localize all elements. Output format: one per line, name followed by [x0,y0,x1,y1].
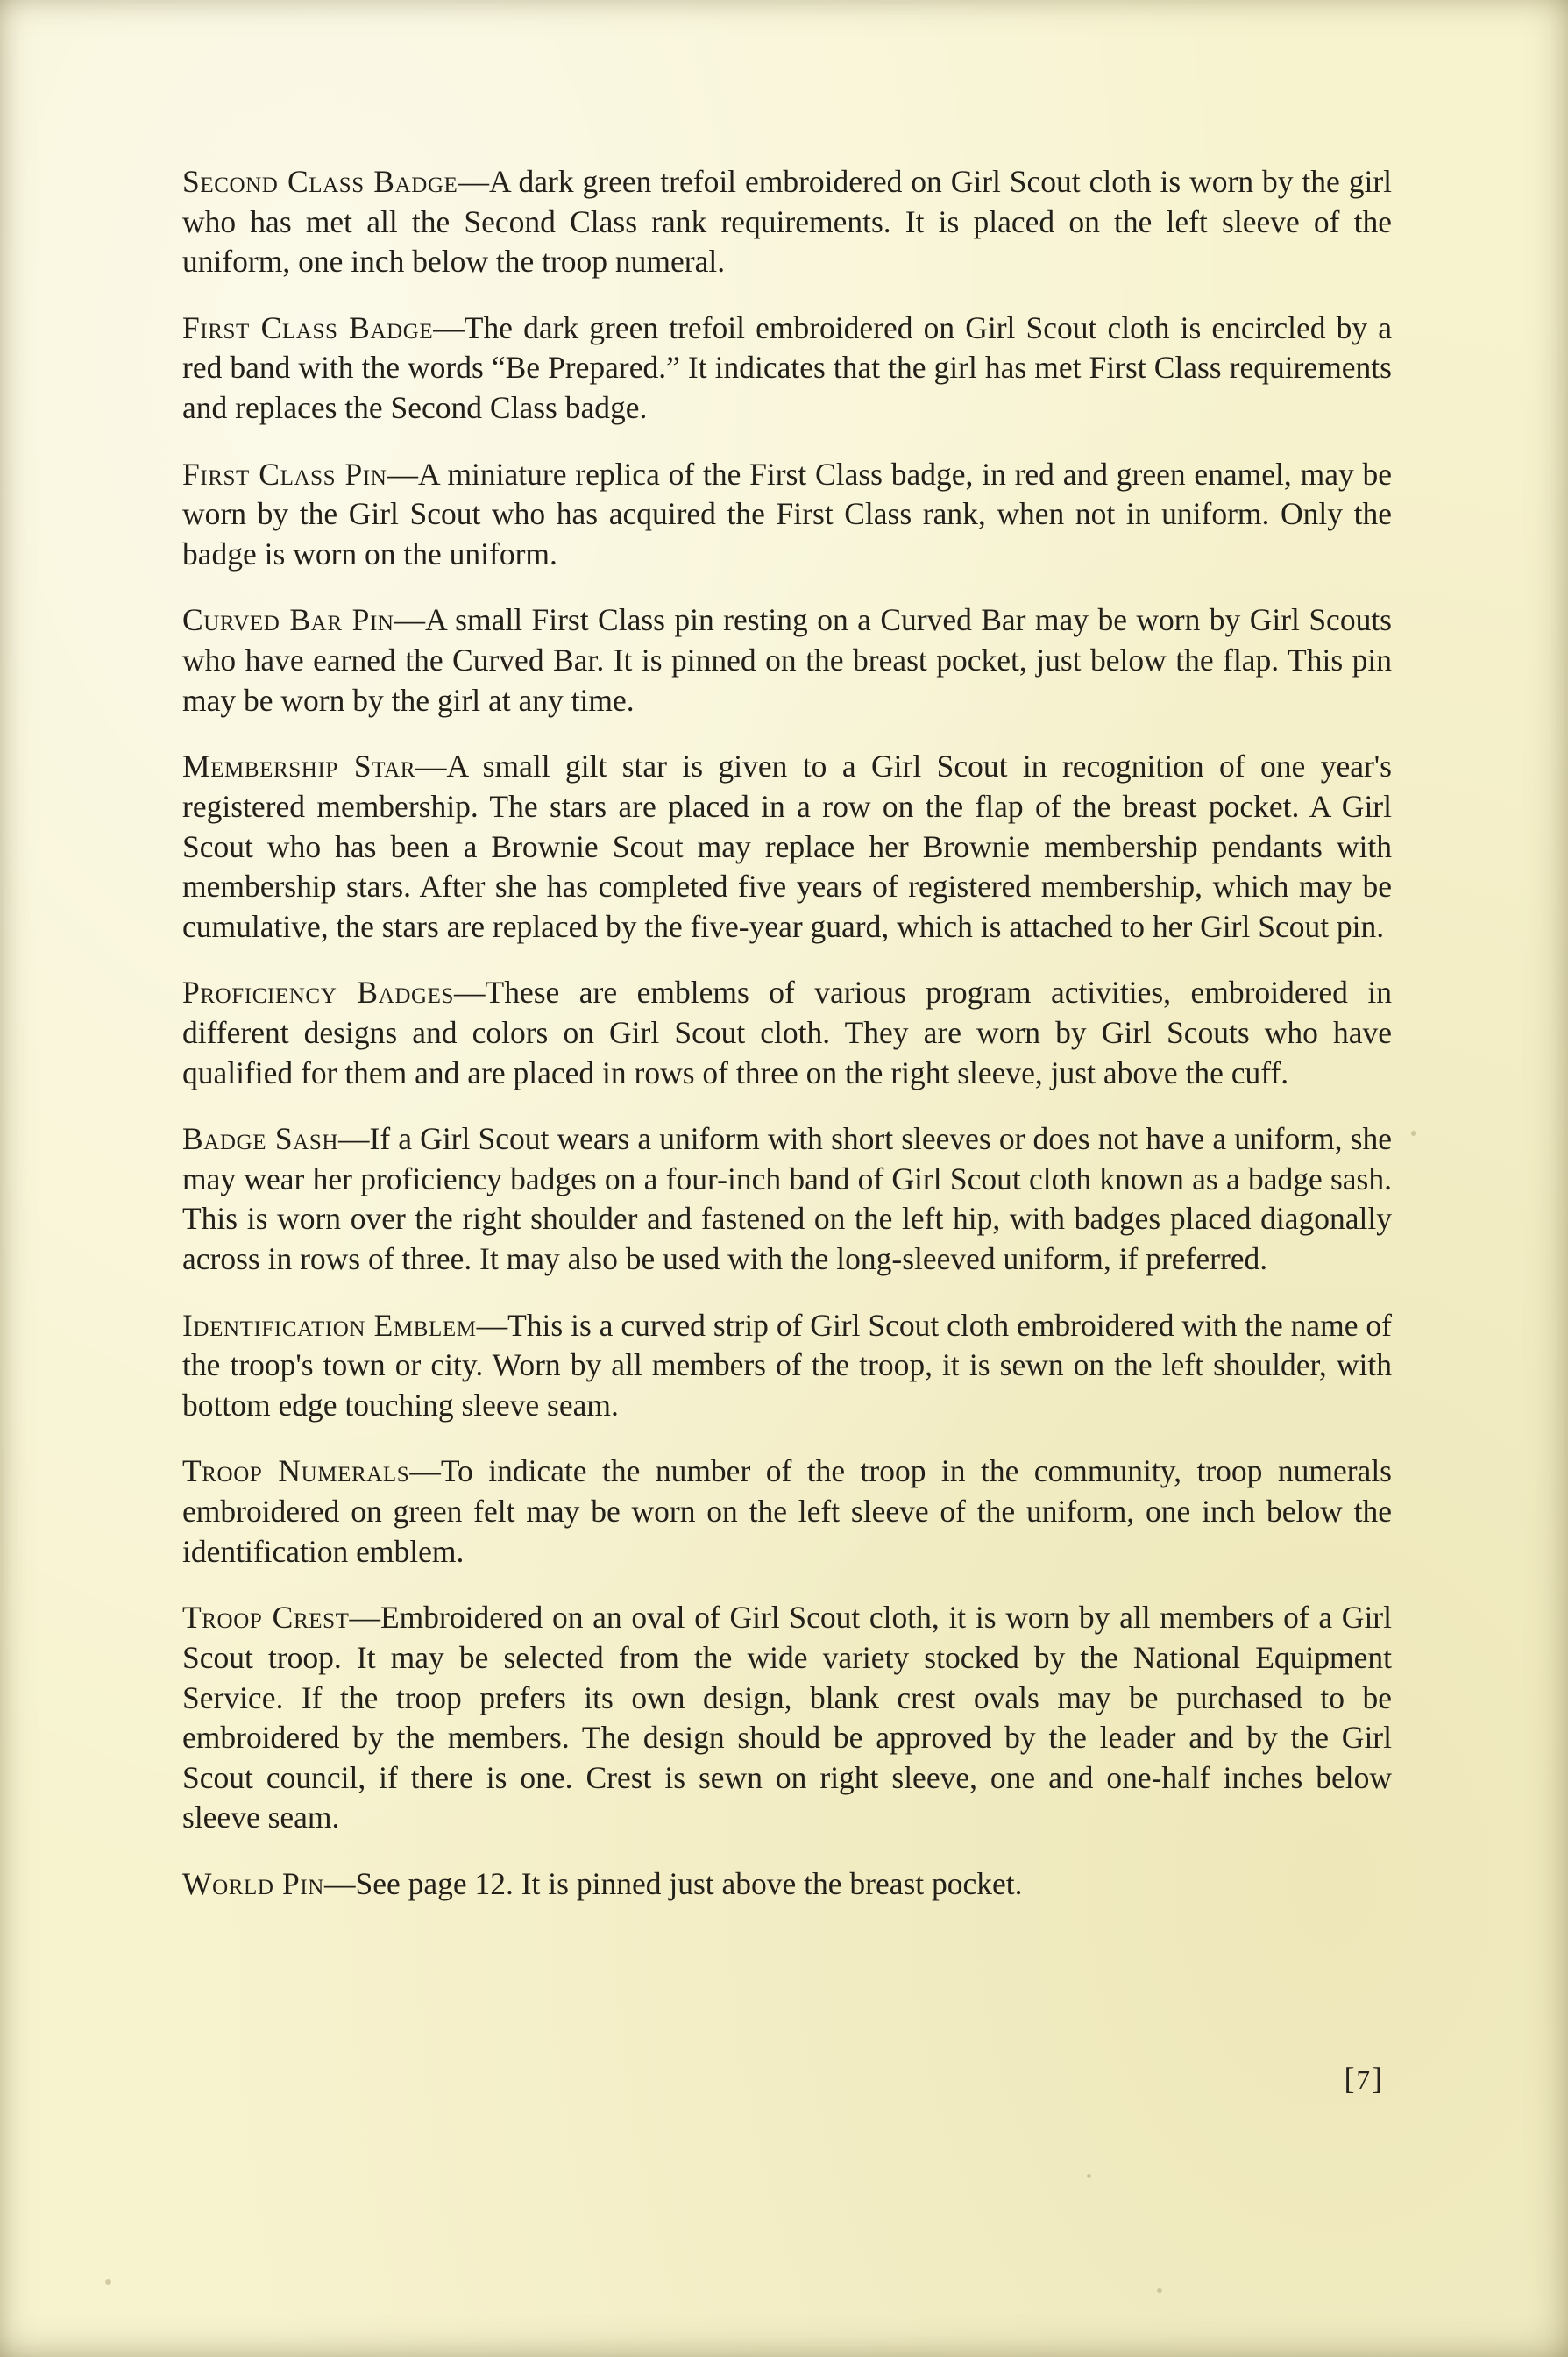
paper-speck [1157,2288,1162,2293]
paragraph-body: —A dark green trefoil embroidered on Girl Scout cloth is worn by the girl who has met all the Second Class rank requirements. It is placed on the left sleeve of the uniform, one inch below the troop numeral. [182,164,1393,280]
paragraph-body: —A small First Class pin resting on a Curved Bar may be worn by Girl Scouts who have earned the Curved Bar. It is pinned on the breast pocket, just below the flap. This pin may be worn by the girl at any time. [182,602,1392,718]
paragraph-body: —To indicate the number of the troop in the community, troop numerals embroidered on green felt may be worn on the left sleeve of the uniform, one inch below the identification emblem. [182,1453,1392,1569]
body-text [182,162,1392,1905]
paragraph-lead-in: Membership Star [182,749,416,784]
paragraph-lead-in: Troop Numerals [182,1453,410,1489]
paragraph-lead-in: Proficiency Badges [182,975,455,1011]
paragraph-lead-in: Badge Sash [182,1121,339,1157]
paragraph-lead-in: Second Class Badge [182,164,458,199]
paragraph-first-class-badge [182,309,1392,429]
paragraph-body: —A small gilt star is given to a Girl Scout in recognition of one year's registered membership. The stars are placed in a row on the flap of the breast pocket. A Girl Scout who has been a Brownie Scout may replace her Brownie membership pendants with membership stars. After she has completed five years of registered membership, which may be cumulative, the stars are replaced by the five-year guard, which is attached to her Girl Scout pin. [182,749,1393,944]
paragraph-body: —A miniature replica of the First Class badge, in red and green enamel, may be worn by the Girl Scout who has acquired the First Class rank, when not in uniform. Only the badge is worn on the uniform. [182,456,1392,572]
paragraph-proficiency-badges [182,973,1392,1093]
paragraph-troop-crest [182,1598,1392,1838]
paragraph-membership-star [182,747,1392,947]
paper-speck [1087,2174,1091,2178]
folio-bracket-left: [ [1344,2061,1357,2096]
paragraph-body: —These are emblems of various program activities, embroidered in different designs and colors on Girl Scout cloth. They are worn by Girl Scouts who have qualified for them and are placed in rows of three on the right sleeve, just above the cuff. [182,975,1392,1090]
paragraph-first-class-pin [182,455,1392,575]
folio-bracket-right: ] [1372,2061,1384,2096]
paragraph-badge-sash [182,1119,1392,1279]
paragraph-second-class-badge [182,162,1392,282]
paragraph-curved-bar-pin [182,600,1392,721]
paragraph-lead-in: Troop Crest [182,1600,350,1636]
paragraph-body: —The dark green trefoil embroidered on Girl Scout cloth is encircled by a red band with the words “Be Prepared.” It indicates that the girl has met First Class requirements and replaces the Second Class badge. [182,309,1392,426]
paragraph-identification-emblem [182,1306,1392,1426]
paragraph-lead-in: Curved Bar Pin [182,602,394,638]
paragraph-world-pin [182,1864,1392,1905]
paragraph-body: —This is a curved strip of Girl Scout cloth embroidered with the name of the troop's town or city. Worn by all members of the troop, it is sewn on the left shoulder, with bottom edge touching sleeve seam. [182,1307,1392,1423]
page-number: 7 [1356,2064,1372,2095]
paragraph-lead-in: First Class Pin [182,456,387,492]
page-folio [1345,2060,1385,2097]
paragraph-troop-numerals [182,1452,1392,1572]
paragraph-body: —Embroidered on an oval of Girl Scout cloth, it is worn by all members of a Girl Scout troop. It may be selected from the wide variety stocked by the National Equipment Service. If the troop prefers its own design, blank crest ovals may be purchased to be embroidered by the members. The design should be approved by the leader and by the Girl Scout council, if there is one. Crest is sewn on right sleeve, one and one-half inches below sleeve seam. [182,1600,1392,1835]
paragraph-body: —See page 12. It is pinned just above the breast pocket. [323,1865,1023,1901]
paragraph-body: —If a Girl Scout wears a uniform with short sleeves or does not have a uniform, she may wear her proficiency badges on a four-inch band of Girl Scout cloth known as a badge sash. This is worn over the right shoulder and fastened on the left hip, with badges placed diagonally across in rows of three. It may also be used with the long-sleeved uniform, if preferred. [182,1121,1392,1277]
paper-speck [105,2279,111,2285]
paragraph-lead-in: Identification Emblem [182,1307,477,1343]
paper-speck [1411,1131,1416,1136]
paragraph-lead-in: First Class Badge [182,309,434,345]
paragraph-lead-in: World Pin [182,1865,324,1901]
